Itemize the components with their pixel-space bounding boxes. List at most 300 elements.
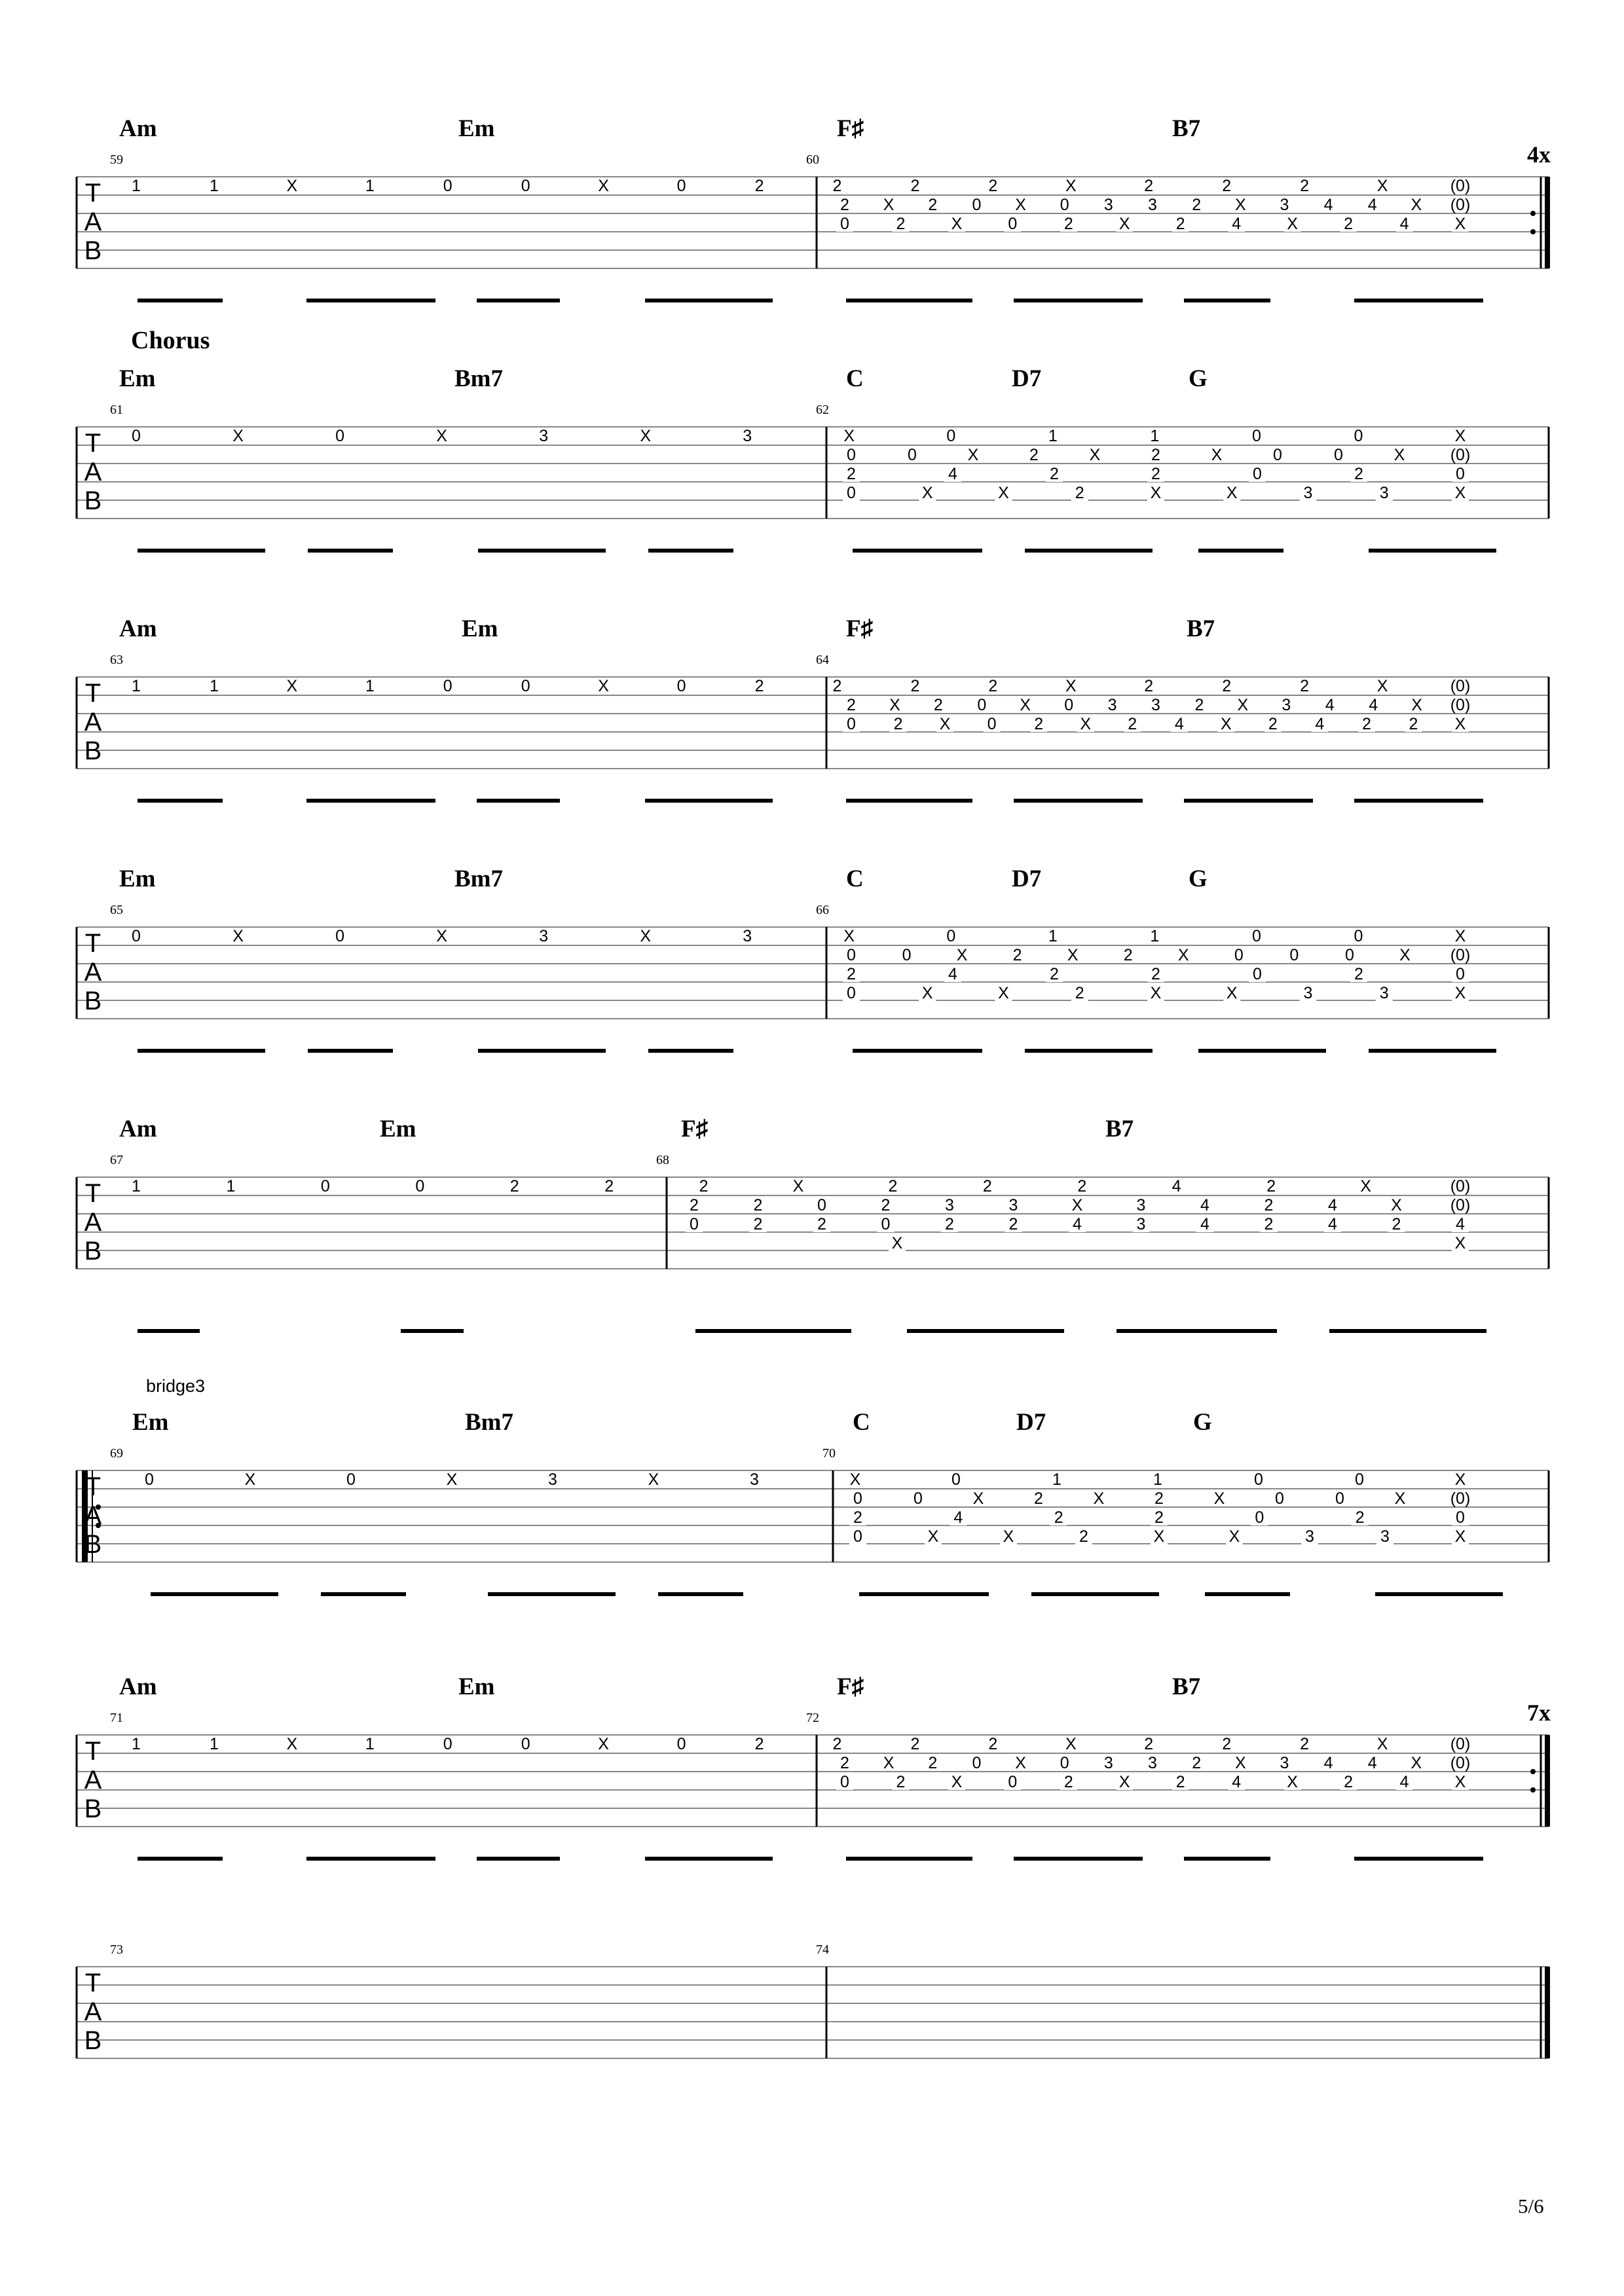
beam xyxy=(1460,1592,1503,1596)
fret-number: 3 xyxy=(1379,984,1389,1002)
measure-number: 71 xyxy=(110,1711,123,1725)
fret-number: 2 xyxy=(1050,965,1059,983)
fret-number: 2 xyxy=(847,965,856,983)
fret-number: 3 xyxy=(548,1470,557,1489)
chord-name: Am xyxy=(119,615,157,642)
fret-number: (0) xyxy=(1450,946,1471,964)
fret-number: 2 xyxy=(753,1196,763,1214)
fret-number: 3 xyxy=(743,927,752,945)
fret-number: 2 xyxy=(1075,984,1084,1002)
fret-number: 0 xyxy=(1289,946,1299,964)
fret-number: 4 xyxy=(1232,215,1242,233)
fret-number: X xyxy=(1226,984,1238,1002)
tab-clef-letter: T xyxy=(84,1969,101,1997)
fret-number: 2 xyxy=(1154,1489,1164,1508)
fret-number: X xyxy=(939,715,951,733)
page-number: 5/6 xyxy=(1518,2195,1544,2217)
fret-number: 1 xyxy=(209,677,219,695)
chord-name: G xyxy=(1189,365,1208,392)
chord-name: C xyxy=(853,1409,870,1436)
fret-number: 2 xyxy=(933,696,943,714)
fret-number: 0 xyxy=(1255,1508,1264,1527)
beam xyxy=(477,799,560,803)
beam xyxy=(846,299,930,302)
fret-number: 3 xyxy=(539,427,549,445)
beam xyxy=(151,1592,236,1596)
beam xyxy=(730,1857,773,1861)
beam xyxy=(846,1857,930,1861)
fret-number: 1 xyxy=(365,677,375,695)
fret-number: 0 xyxy=(902,946,912,964)
final-barline-thick xyxy=(1545,1967,1550,2058)
fret-number: 2 xyxy=(910,177,920,195)
fret-number: 2 xyxy=(847,465,856,483)
tab-clef-letter: B xyxy=(84,987,102,1015)
fret-number: 2 xyxy=(1123,946,1133,964)
fret-number: 2 xyxy=(1266,1177,1276,1195)
fret-number: X xyxy=(1454,215,1466,233)
fret-number: 2 xyxy=(1264,1196,1274,1214)
fret-number: 0 xyxy=(1275,1489,1284,1508)
fret-number: 0 xyxy=(521,677,530,695)
fret-number: X xyxy=(1065,1735,1077,1753)
fret-number: X xyxy=(1015,196,1026,214)
chord-name: C xyxy=(846,866,864,892)
beam xyxy=(1116,1329,1225,1333)
fret-number: X xyxy=(1376,177,1388,195)
beam xyxy=(306,1857,393,1861)
beam xyxy=(1441,799,1483,803)
fret-number: 2 xyxy=(832,677,842,695)
beam xyxy=(1441,299,1483,302)
fret-number: X xyxy=(286,177,298,195)
chord-name: Em xyxy=(458,115,495,142)
fret-number: 4 xyxy=(1200,1215,1209,1233)
fret-number: 2 xyxy=(1050,465,1059,483)
fret-number: 4 xyxy=(948,965,957,983)
beam xyxy=(138,549,223,553)
fret-number: X xyxy=(1177,946,1189,964)
fret-number: 2 xyxy=(1222,177,1232,195)
fret-number: X xyxy=(849,1470,861,1489)
fret-number: 0 xyxy=(676,177,686,195)
fret-number: (0) xyxy=(1450,677,1471,695)
chord-name: Am xyxy=(119,1116,157,1142)
beam xyxy=(392,1857,435,1861)
fret-number: X xyxy=(1399,946,1411,964)
fret-number: 2 xyxy=(928,1754,938,1772)
tab-system xyxy=(77,115,1551,302)
fret-number: X xyxy=(232,927,244,945)
fret-number: X xyxy=(244,1470,256,1489)
fret-number: 0 xyxy=(847,484,856,502)
fret-number: 2 xyxy=(1361,715,1371,733)
fret-number: 2 xyxy=(988,677,998,695)
measure-number: 63 xyxy=(110,653,123,667)
fret-number: X xyxy=(843,927,855,945)
beam xyxy=(1100,299,1143,302)
chord-name: D7 xyxy=(1012,866,1042,892)
fret-number: 2 xyxy=(1144,677,1154,695)
fret-number: 0 xyxy=(443,677,452,695)
fret-number: X xyxy=(921,984,933,1002)
tab-system xyxy=(77,866,1549,1053)
fret-number: 3 xyxy=(743,427,752,445)
measure-number: 62 xyxy=(816,403,829,417)
fret-number: 2 xyxy=(1409,715,1418,733)
fret-number: 0 xyxy=(1456,465,1465,483)
chord-name: Em xyxy=(380,1116,416,1142)
fret-number: 0 xyxy=(840,1773,849,1791)
chord-name: Em xyxy=(119,866,156,892)
fret-number: 1 xyxy=(132,1735,141,1753)
fret-number: 2 xyxy=(817,1215,826,1233)
fret-number: X xyxy=(1287,215,1298,233)
fret-number: 4 xyxy=(1323,196,1333,214)
fret-number: 1 xyxy=(1150,927,1160,945)
fret-number: 0 xyxy=(335,927,345,945)
fret-number: 2 xyxy=(896,1773,906,1791)
fret-number: X xyxy=(1067,946,1079,964)
beam xyxy=(308,1049,350,1053)
fret-number: X xyxy=(446,1470,458,1489)
measure-number: 59 xyxy=(110,153,123,167)
fret-number: 0 xyxy=(145,1470,154,1489)
beam xyxy=(138,1857,223,1861)
fret-number: 4 xyxy=(1325,696,1335,714)
fret-number: 0 xyxy=(908,446,917,464)
tab-system xyxy=(77,1673,1551,1861)
beam xyxy=(1116,1592,1159,1596)
fret-number: X xyxy=(951,215,963,233)
beam xyxy=(1354,799,1441,803)
beam xyxy=(695,1329,799,1333)
beam xyxy=(478,1049,563,1053)
fret-number: 0 xyxy=(1234,946,1244,964)
fret-number: 2 xyxy=(1392,1215,1401,1233)
fret-number: 3 xyxy=(1280,196,1289,214)
chord-name: Em xyxy=(458,1673,495,1700)
fret-number: 0 xyxy=(1334,446,1343,464)
fret-number: 4 xyxy=(1232,1773,1242,1791)
chord-name: Bm7 xyxy=(454,866,503,892)
fret-number: 3 xyxy=(1103,1754,1113,1772)
fret-number: 2 xyxy=(832,177,842,195)
tab-clef-letter: A xyxy=(84,458,102,486)
fret-number: 3 xyxy=(1136,1215,1146,1233)
fret-number: 3 xyxy=(1148,196,1157,214)
beam xyxy=(1184,799,1270,803)
fret-number: 1 xyxy=(1048,427,1058,445)
fret-number: X xyxy=(640,927,652,945)
tab-system xyxy=(77,1116,1549,1333)
beam xyxy=(1454,549,1496,553)
fret-number: X xyxy=(1411,696,1422,714)
fret-number: 3 xyxy=(1282,696,1291,714)
fret-number: 1 xyxy=(1052,1470,1061,1489)
beam xyxy=(488,1592,573,1596)
fret-number: 4 xyxy=(1367,1754,1377,1772)
fret-number: X xyxy=(1226,484,1238,502)
beam xyxy=(138,1329,200,1333)
fret-number: 2 xyxy=(754,177,764,195)
beam xyxy=(138,1049,223,1053)
fret-number: 2 xyxy=(1079,1527,1088,1546)
fret-number: 3 xyxy=(1303,984,1313,1002)
repeat-dot xyxy=(1530,211,1536,216)
fret-number: X xyxy=(1211,446,1223,464)
measure-number: 69 xyxy=(110,1446,123,1461)
tab-clef-letter: T xyxy=(84,679,101,708)
fret-number: 2 xyxy=(853,1508,862,1527)
measure-number: 60 xyxy=(806,153,819,167)
tab-clef-letter: B xyxy=(84,1530,102,1559)
fret-number: 2 xyxy=(1054,1508,1063,1527)
fret-number: 0 xyxy=(1253,465,1262,483)
tab-clef-letter: A xyxy=(84,958,102,987)
measure-number: 67 xyxy=(110,1153,123,1167)
tab-clef-letter: T xyxy=(84,929,101,958)
fret-number: 2 xyxy=(1151,465,1160,483)
fret-number: 3 xyxy=(539,927,549,945)
fret-number: 0 xyxy=(346,1470,356,1489)
fret-number: X xyxy=(1118,215,1130,233)
fret-number: X xyxy=(1150,984,1162,1002)
fret-number: 0 xyxy=(853,1527,862,1546)
fret-number: X xyxy=(1360,1177,1371,1195)
fret-number: 2 xyxy=(832,1735,842,1753)
tab-clef-letter: T xyxy=(84,1179,101,1208)
fret-number: 2 xyxy=(982,1177,992,1195)
beam xyxy=(853,1049,940,1053)
measure-number: 72 xyxy=(806,1711,819,1725)
tab-clef-letter: B xyxy=(84,1795,102,1823)
fret-number: 0 xyxy=(946,927,956,945)
chord-name: Em xyxy=(119,365,156,392)
measure-number: 66 xyxy=(816,903,829,917)
beam xyxy=(1441,1857,1483,1861)
beam xyxy=(1014,799,1100,803)
fret-number: 0 xyxy=(1354,427,1363,445)
beam xyxy=(940,549,982,553)
fret-number: X xyxy=(1150,484,1162,502)
fret-number: 2 xyxy=(893,715,903,733)
measure-number: 68 xyxy=(656,1153,669,1167)
fret-number: 1 xyxy=(209,177,219,195)
fret-number: 3 xyxy=(1303,484,1313,502)
fret-number: 1 xyxy=(1150,427,1160,445)
fret-number: 0 xyxy=(690,1215,699,1233)
repeat-dot xyxy=(1530,1769,1536,1774)
tab-clef-letter: B xyxy=(84,486,102,515)
fret-number: 0 xyxy=(817,1196,826,1214)
tab-clef-letter: B xyxy=(84,1237,102,1266)
fret-number: X xyxy=(436,927,447,945)
fret-number: 2 xyxy=(1063,1773,1073,1791)
beam xyxy=(648,1049,691,1053)
fret-number: X xyxy=(1394,1489,1406,1508)
beam xyxy=(1110,549,1153,553)
fret-number: 2 xyxy=(1268,715,1278,733)
fret-number: 2 xyxy=(888,1177,898,1195)
chord-name: D7 xyxy=(1012,365,1042,392)
beam xyxy=(1184,299,1270,302)
fret-number: X xyxy=(598,1735,609,1753)
tab-system xyxy=(77,327,1549,553)
fret-number: X xyxy=(951,1773,963,1791)
fret-number: 2 xyxy=(1144,1735,1154,1753)
fret-number: X xyxy=(1454,927,1466,945)
fret-number: 3 xyxy=(1103,196,1113,214)
beam xyxy=(1025,549,1110,553)
fret-number: 2 xyxy=(1300,177,1310,195)
tab-clef-letter: T xyxy=(84,1737,101,1766)
beam xyxy=(1225,1329,1277,1333)
fret-number: X xyxy=(1089,446,1101,464)
fret-number: 0 xyxy=(853,1489,862,1508)
beam xyxy=(236,1592,278,1596)
beam xyxy=(1025,1049,1110,1053)
fret-number: 2 xyxy=(1154,1508,1164,1527)
beam xyxy=(645,1857,730,1861)
fret-number: 0 xyxy=(1254,1470,1263,1489)
fret-number: 4 xyxy=(1369,696,1378,714)
beam xyxy=(306,799,393,803)
fret-number: X xyxy=(998,984,1009,1002)
fret-number: X xyxy=(883,1754,895,1772)
fret-number: 4 xyxy=(1315,715,1325,733)
beam xyxy=(1375,1592,1460,1596)
fret-number: 0 xyxy=(521,177,530,195)
beam xyxy=(930,799,972,803)
beam xyxy=(1369,549,1454,553)
fret-number: X xyxy=(598,177,609,195)
chord-name: Em xyxy=(132,1409,169,1436)
fret-number: X xyxy=(640,427,652,445)
beam xyxy=(930,299,972,302)
fret-number: 2 xyxy=(1075,484,1084,502)
fret-number: 0 xyxy=(1354,927,1363,945)
fret-number: 2 xyxy=(1264,1215,1274,1233)
fret-number: (0) xyxy=(1450,696,1471,714)
beam xyxy=(223,1049,265,1053)
chord-name: Am xyxy=(119,1673,157,1700)
fret-number: (0) xyxy=(1450,1754,1471,1772)
fret-number: X xyxy=(1213,1489,1225,1508)
fret-number: X xyxy=(998,484,1009,502)
fret-number: 2 xyxy=(1192,196,1202,214)
fret-number: 0 xyxy=(415,1177,425,1195)
beam xyxy=(138,299,223,302)
fret-number: 2 xyxy=(1355,1508,1365,1527)
fret-number: 0 xyxy=(1344,946,1354,964)
fret-number: 0 xyxy=(132,927,141,945)
fret-number: 2 xyxy=(1008,1215,1018,1233)
fret-number: 2 xyxy=(881,1196,891,1214)
tab-system xyxy=(77,1942,1550,2058)
fret-number: X xyxy=(1065,677,1077,695)
fret-number: X xyxy=(1454,427,1466,445)
fret-number: 2 xyxy=(1344,1773,1354,1791)
fret-number: 4 xyxy=(953,1508,963,1527)
measure-number: 65 xyxy=(110,903,123,917)
fret-number: X xyxy=(1376,1735,1388,1753)
fret-number: 1 xyxy=(365,1735,375,1753)
beam xyxy=(1354,1857,1441,1861)
fret-number: 0 xyxy=(951,1470,961,1489)
beam xyxy=(1270,799,1313,803)
fret-number: 0 xyxy=(676,1735,686,1753)
fret-number: 0 xyxy=(335,427,345,445)
fret-number: 2 xyxy=(1151,446,1160,464)
beam xyxy=(846,799,930,803)
chord-name: B7 xyxy=(1105,1116,1134,1142)
fret-number: 1 xyxy=(365,177,375,195)
section-label: bridge3 xyxy=(146,1376,206,1396)
fret-number: (0) xyxy=(1450,177,1471,195)
fret-number: 0 xyxy=(1060,1754,1069,1772)
fret-number: X xyxy=(648,1470,659,1489)
measure-number: 61 xyxy=(110,403,123,417)
beam xyxy=(1014,1857,1100,1861)
beam xyxy=(1100,1857,1143,1861)
fret-number: X xyxy=(972,1489,984,1508)
beam xyxy=(392,799,435,803)
fret-number: 2 xyxy=(690,1196,699,1214)
fret-number: 3 xyxy=(1151,696,1160,714)
beam xyxy=(730,799,773,803)
beam xyxy=(138,799,223,803)
beam xyxy=(321,1592,363,1596)
fret-number: 0 xyxy=(1335,1489,1344,1508)
fret-number: 1 xyxy=(226,1177,236,1195)
chord-name: F♯ xyxy=(837,1673,864,1700)
fret-number: X xyxy=(1015,1754,1026,1772)
fret-number: 2 xyxy=(1192,1754,1202,1772)
chord-name: Am xyxy=(119,115,157,142)
fret-number: 2 xyxy=(988,1735,998,1753)
chord-name: Em xyxy=(462,615,498,642)
fret-number: 0 xyxy=(987,715,997,733)
fret-number: 0 xyxy=(977,696,987,714)
fret-number: 3 xyxy=(945,1196,954,1214)
fret-number: 2 xyxy=(1300,1735,1310,1753)
tab-clef-letter: B xyxy=(84,236,102,265)
beam xyxy=(477,1857,560,1861)
chord-name: F♯ xyxy=(681,1116,709,1142)
chord-name: F♯ xyxy=(846,615,874,642)
fret-number: X xyxy=(1454,715,1466,733)
fret-number: 0 xyxy=(840,215,849,233)
fret-number: X xyxy=(286,677,298,695)
repeat-dot xyxy=(1530,1787,1536,1793)
fret-number: 2 xyxy=(1222,677,1232,695)
fret-number: X xyxy=(956,946,968,964)
fret-number: 0 xyxy=(320,1177,330,1195)
fret-number: 2 xyxy=(910,1735,920,1753)
beam xyxy=(1205,1592,1290,1596)
fret-number: 0 xyxy=(676,677,686,695)
fret-number: X xyxy=(598,677,609,695)
chord-name: F♯ xyxy=(837,115,864,142)
fret-number: 0 xyxy=(1060,196,1069,214)
tab-clef-letter: A xyxy=(84,708,102,737)
fret-number: 2 xyxy=(1175,215,1185,233)
fret-number: X xyxy=(1220,715,1232,733)
fret-number: 4 xyxy=(1323,1754,1333,1772)
fret-number: 2 xyxy=(604,1177,614,1195)
fret-number: X xyxy=(1454,984,1466,1002)
